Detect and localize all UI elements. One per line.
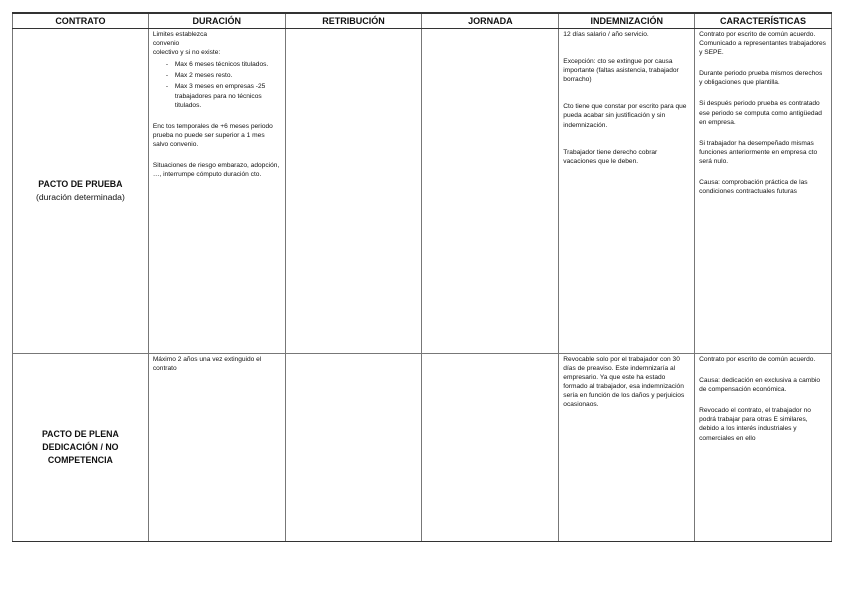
list-item: - Max 2 meses resto. [175,71,281,80]
indemnizacion-cell [559,29,695,354]
indemnizacion-cell: Revocable solo por el trabajador con 30 días de preaviso. Este indemnizaría al empresario. Ya que este ha estado formado al trabajador, esa indemnización sería en función de los daños y perjuicios ocasionaos. [559,354,695,542]
table-row [13,354,832,542]
duracion-intro-line: colectivo y si no existe: [152,49,221,57]
jornada-cell [422,29,559,354]
jornada-cell [422,354,559,542]
header-retribucion: RETRIBUCIÓN [285,13,422,29]
header-duracion: DURACIÓN [148,13,285,29]
duracion-list [153,60,281,109]
header-indemnizacion: INDEMNIZACIÓN [559,13,695,29]
retribucion-cell [285,354,422,542]
header-jornada: JORNADA [422,13,559,29]
indemnizacion-paragraph: Cto tiene que constar por escrito para que pueda acabar sin justificación y sin indemnización. [563,103,687,129]
caracteristicas-paragraph: Causa: dedicación en exclusiva a cambio de compensación económica. [699,377,821,394]
indemnizacion-paragraph: 12 días salario / año servicio. [563,31,649,38]
duracion-paragraph: Situaciones de riesgo embarazo, adopción, …, interrumpe cómputo duración cto. [152,162,280,179]
caracteristicas-paragraph: Si después periodo prueba es contratado ese periodo se computa como antigüedad en empresa. [699,100,822,126]
caracteristicas-paragraph: Durante periodo prueba mismos derechos y obligaciones que plantilla. [699,70,823,87]
contract-name-cell [13,29,149,354]
caracteristicas-paragraph: Si trabajador ha desempeñado mismas funciones anteriormente en empresa cto será nulo. [699,139,818,165]
indemnizacion-paragraph: Trabajador tiene derecho cobrar vacaciones que le deben. [563,148,658,165]
header-row [13,13,832,29]
duracion-cell: Máximo 2 años una vez extinguido el contrato [148,354,285,542]
caracteristicas-paragraph: Contrato por escrito de común acuerdo. Comunicado a representantes trabajadores y SEPE. [699,31,826,57]
list-item: - Max 6 meses técnicos titulados. [175,60,281,69]
caracteristicas-paragraph: Revocado el contrato, el trabajador no podrá trabajar para otras E similares, debido a los interés industriales y comerciales en ello [699,407,811,442]
contracts-table [12,12,832,542]
list-item: - Max 3 meses en empresas -25 trabajadores para no técnicos titulados. [175,82,281,109]
contract-name-cell [13,354,149,542]
header-contrato: CONTRATO [13,13,149,29]
duracion-cell [148,29,285,354]
caracteristicas-paragraph: Causa: comprobación práctica de las condiciones contractuales futuras [699,179,808,196]
caracteristicas-cell [695,354,832,542]
contract-subtitle: (duración determinada) [35,192,125,203]
header-caracteristicas: CARACTERÍSTICAS [695,13,832,29]
duracion-intro-line: Limites establezca [152,31,208,38]
duracion-intro-line: convenio [152,40,180,48]
caracteristicas-paragraph: Contrato por escrito de común acuerdo. [699,356,816,363]
indemnizacion-paragraph: Excepción: cto se extingue por causa importante (faltas asistencia, trabajador borracho) [563,58,679,84]
table-row [13,29,832,354]
duracion-paragraph: Enc tos temporales de +6 meses periodo prueba no puede ser superior a 1 mes salvo convenio. [152,122,273,148]
contract-name: PACTO DE PRUEBA [38,179,123,190]
caracteristicas-cell [695,29,832,354]
retribucion-cell [285,29,422,354]
contract-name: PACTO DE PLENA DEDICACIÓN / NO COMPETENCIA [41,429,119,465]
